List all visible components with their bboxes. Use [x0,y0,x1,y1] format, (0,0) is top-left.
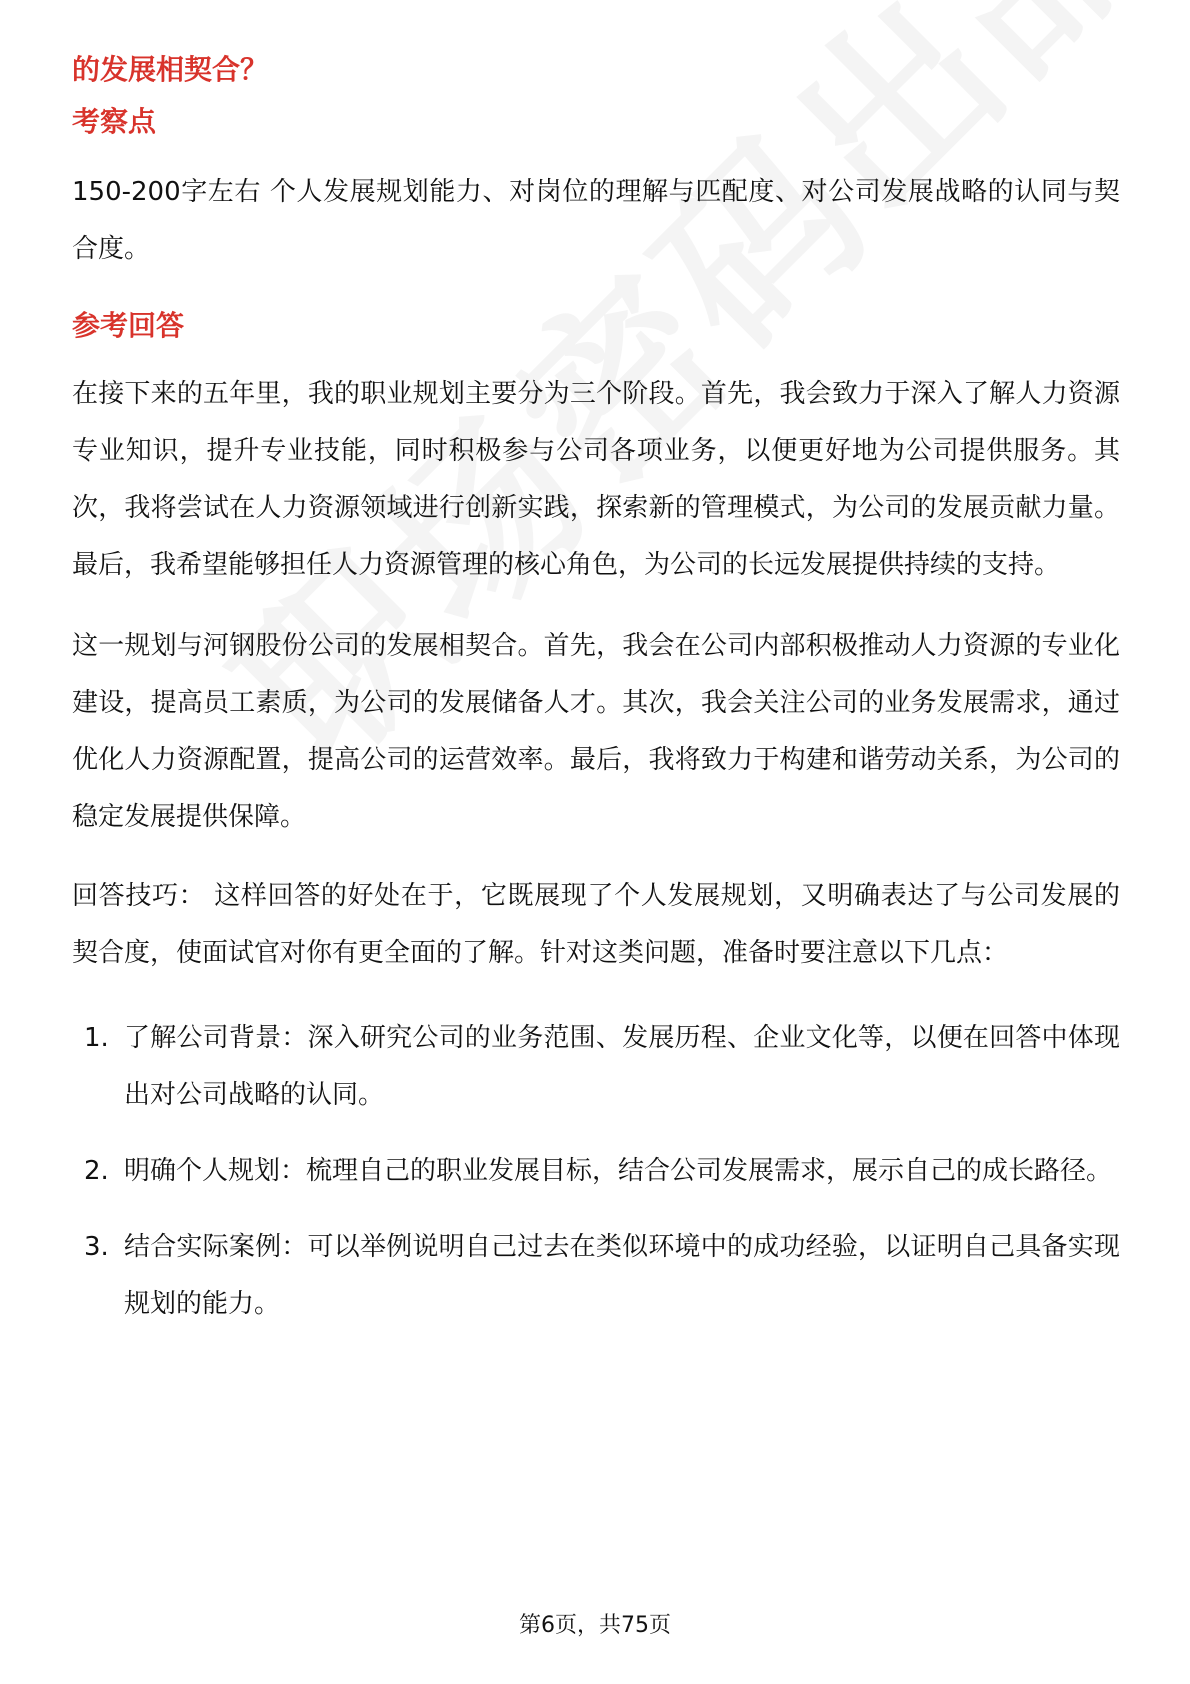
list-item-text: 了解公司背景：深入研究公司的业务范围、发展历程、企业文化等，以便在回答中体现出对公司战略的认同。 [124,1023,1120,1110]
kaochadian-heading: 考察点 [72,105,157,138]
kaochadian-text: 150-200字左右 个人发展规划能力、对岗位的理解与匹配度、对公司发展战略的认同与契合度。 [72,177,1120,264]
list-item [72,1219,1120,1333]
list-item-number: 3. [84,1232,109,1262]
list-item [72,1010,1120,1124]
list-item-text: 结合实际案例：可以举例说明自己过去在类似环境中的成功经验，以证明自己具备实现规划的能力。 [124,1232,1120,1319]
answer-paragraph-2: 这一规划与河钢股份公司的发展相契合。首先，我会在公司内部积极推动人力资源的专业化建设，提高员工素质，为公司的发展储备人才。其次，我会关注公司的业务发展需求，通过优化人力资源配置，提高公司的运营效率。最后，我将致力于构建和谐劳动关系，为公司的稳定发展提供保障。 [72,631,1120,832]
page-footer: 第6页，共75页 [519,1613,671,1638]
question-tail-heading: 的发展相契合？ [72,53,269,86]
cankao-heading: 参考回答 [72,309,185,342]
list-item-number: 2. [84,1156,109,1186]
list-item-number: 1. [84,1023,109,1053]
tips-intro-paragraph: 回答技巧： 这样回答的好处在于，它既展现了个人发展规划，又明确表达了与公司发展的契合度，使面试官对你有更全面的了解。针对这类问题，准备时要注意以下几点： [72,881,1120,968]
tips-list [72,1010,1120,1333]
answer-paragraph-1: 在接下来的五年里，我的职业规划主要分为三个阶段。首先，我会致力于深入了解人力资源专业知识，提升专业技能，同时积极参与公司各项业务，以便更好地为公司提供服务。其次，我将尝试在人力资源领域进行创新实践，探索新的管理模式，为公司的发展贡献力量。最后，我希望能够担任人力资源管理的核心角色，为公司的长远发展提供持续的支持。 [72,379,1120,580]
page-content [72,44,1120,1352]
list-item [72,1143,1120,1200]
list-item-text: 明确个人规划：梳理自己的职业发展目标，结合公司发展需求，展示自己的成长路径。 [124,1156,1113,1186]
